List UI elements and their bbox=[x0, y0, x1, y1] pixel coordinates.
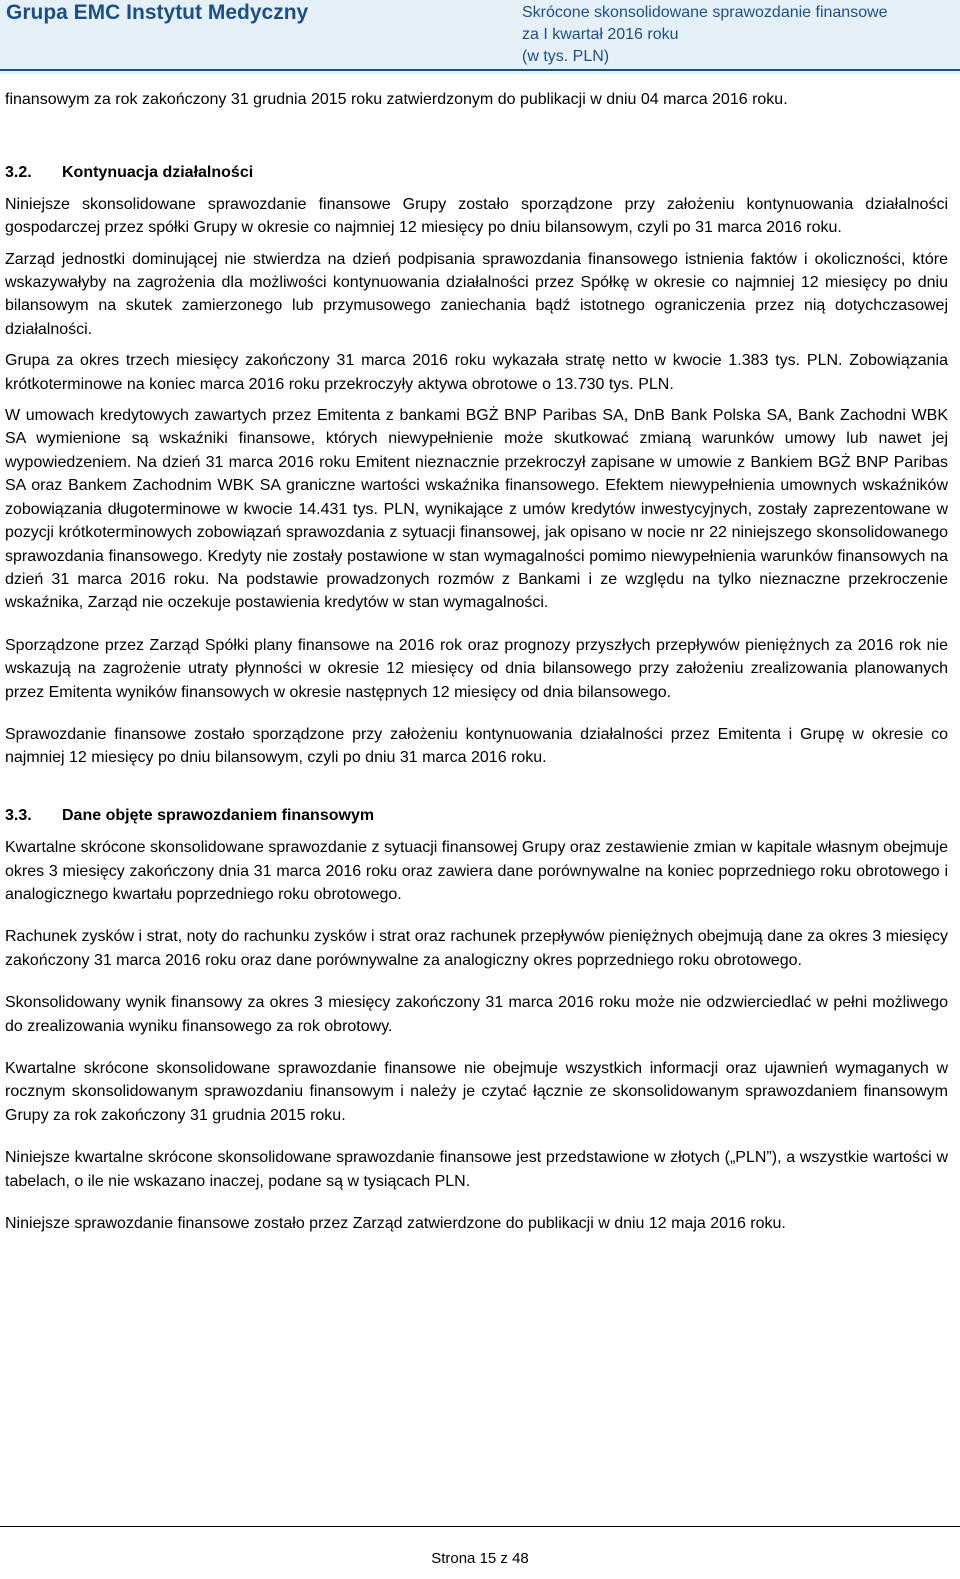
paragraph: Sporządzone przez Zarząd Spółki plany finansowe na 2016 rok oraz prognozy przyszłych przepływów pieniężnych za 2016 rok nie wskazują na zagrożenie utraty płynności w okresie 12 miesięcy od dnia bilansowego przy założeniu zrealizowania planowanych przez Emitenta wyników finansowych w okresie następnych 12 miesięcy od dnia bilansowego. bbox=[5, 636, 948, 701]
paragraph: Grupa za okres trzech miesięcy zakończony 31 marca 2016 roku wykazała stratę netto w kwocie 1.383 tys. PLN. Zobowiązania krótkoterminowe na koniec marca 2016 roku przekroczyły aktywa obrotowe o 13.730 tys. PLN. bbox=[5, 352, 948, 393]
section-heading-3-2 bbox=[5, 161, 948, 184]
section-number: 3.3. bbox=[5, 806, 32, 824]
section-title: Dane objęte sprawozdaniem finansowym bbox=[62, 806, 375, 824]
section-heading-3-3 bbox=[5, 804, 948, 827]
paragraph: Kwartalne skrócone skonsolidowane sprawozdanie finansowe nie obejmuje wszystkich informacji oraz ujawnień wymaganych w rocznym skonsolidowanym sprawozdaniu finansowym i należy je czytać łącznie ze skonsolidowanym sprawozdaniem finansowym Grupy za rok zakończony 31 grudnia 2015 roku. bbox=[5, 1060, 948, 1124]
company-name: Grupa EMC Instytut Medyczny bbox=[6, 1, 309, 24]
paragraph: Skonsolidowany wynik finansowy za okres 3 miesięcy zakończony 31 marca 2016 roku może nie odzwierciedlać w pełni możliwego do zrealizowania wyniku finansowego za rok obrotowy. bbox=[5, 994, 948, 1035]
footer-divider bbox=[0, 1526, 960, 1527]
section-number: 3.2. bbox=[5, 164, 32, 182]
report-title-line-1: Skrócone skonsolidowane sprawozdanie finansowe bbox=[522, 4, 888, 21]
paragraph: Sprawozdanie finansowe zostało sporządzone przy założeniu kontynuowania działalności przez Emitenta i Grupę w okresie co najmniej 12 miesięcy po dniu bilansowym, czyli po dniu 31 marca 2016 roku. bbox=[5, 725, 948, 767]
header-divider bbox=[0, 69, 960, 71]
report-title-line-2: za I kwartał 2016 roku bbox=[522, 26, 679, 43]
paragraph: Kwartalne skrócone skonsolidowane sprawozdanie z sytuacji finansowej Grupy oraz zestawienie zmian w kapitale własnym obejmuje okres 3 miesięcy zakończony dnia 31 marca 2016 roku oraz zawiera dane porównywalne na koniec poprzedniego roku obrotowego i analogicznego kwartału poprzedniego roku obrotowego. bbox=[5, 839, 948, 903]
paragraph: Niniejsze sprawozdanie finansowe zostało przez Zarząd zatwierdzone do publikacji w dniu 12 maja 2016 roku. bbox=[5, 1215, 786, 1233]
report-title-line-3: (w tys. PLN) bbox=[522, 48, 610, 65]
section-title: Kontynuacja działalności bbox=[62, 164, 254, 182]
page-number: Strona 15 z 48 bbox=[431, 1550, 529, 1567]
paragraph: W umowach kredytowych zawartych przez Emitenta z bankami BGŻ BNP Paribas SA, DnB Bank Polska SA, Bank Zachodni WBK SA wymienione są wskaźniki finansowe, których niewypełnienie może skutkować zmianą warunków umowy lub nawet jej wypowiedzeniem. Na dzień 31 marca 2016 roku Emitent nieznacznie przekroczył zapisane w umowie z Bankiem BGŻ BNP Paribas SA oraz Bankem Zachodnim WBK SA graniczne wartości wskaźnika finansowego. Efektem niewypełnienia umownych wskaźników zobowiązania długoterminowe w kwocie 14.431 tys. PLN, wynikające z umów kredytów inwestycyjnych, zostały zaprezentowane w pozycji krótkoterminowych zobowiązań sprawozdania z sytuacji finansowej, jak opisano w nocie nr 22 niniejszego skonsolidowanego sprawozdania finansowego. Kredyty nie zostały postawione w stan wymagalności pomimo niewypełnienia warunków finansowych na dzień 31 marca 2016 roku. Na podstawie prowadzonych rozmów z Bankami i ze względu na tylko nieznaczne przekroczenie wskaźnika, Zarząd nie oczekuje postawienia kredytów w stan wymagalności. bbox=[5, 407, 948, 612]
paragraph: Niniejsze skonsolidowane sprawozdanie finansowe Grupy zostało sporządzone przy założeniu kontynuowania działalności gospodarczej przez spółki Grupy w okresie co najmniej 12 miesięcy po dniu bilansowym, czyli po 31 marca 2016 roku. bbox=[5, 195, 948, 237]
paragraph: Zarząd jednostki dominującej nie stwierdza na dzień podpisania sprawozdania finansowego istnienia faktów i okoliczności, które wskazywałyby na zagrożenia dla możliwości kontynuowania działalności przez Spółkę w okresie co najmniej 12 miesięcy po dniu bilansowym na skutek zamierzonego lub przymusowego zaniechania bądź istotnego ograniczenia przez nią dotychczasowej działalności. bbox=[5, 250, 948, 338]
paragraph: Niniejsze kwartalne skrócone skonsolidowane sprawozdanie finansowe jest przedstawione w złotych („PLN”), a wszystkie wartości w tabelach, o ile nie wskazano inaczej, podane są w tysiącach PLN. bbox=[5, 1149, 948, 1190]
document-body bbox=[5, 88, 948, 1235]
report-title bbox=[522, 2, 888, 68]
page-header bbox=[0, 0, 960, 74]
paragraph: Rachunek zysków i strat, noty do rachunku zysków i strat oraz rachunek przepływów pieniężnych obejmują dane za okres 3 miesięcy zakończony 31 marca 2016 roku oraz dane porównywalne za analogiczny okres poprzedniego roku obrotowego. bbox=[5, 928, 948, 969]
intro-paragraph: finansowym za rok zakończony 31 grudnia 2015 roku zatwierdzonym do publikacji w dniu 04 marca 2016 roku. bbox=[5, 91, 788, 108]
